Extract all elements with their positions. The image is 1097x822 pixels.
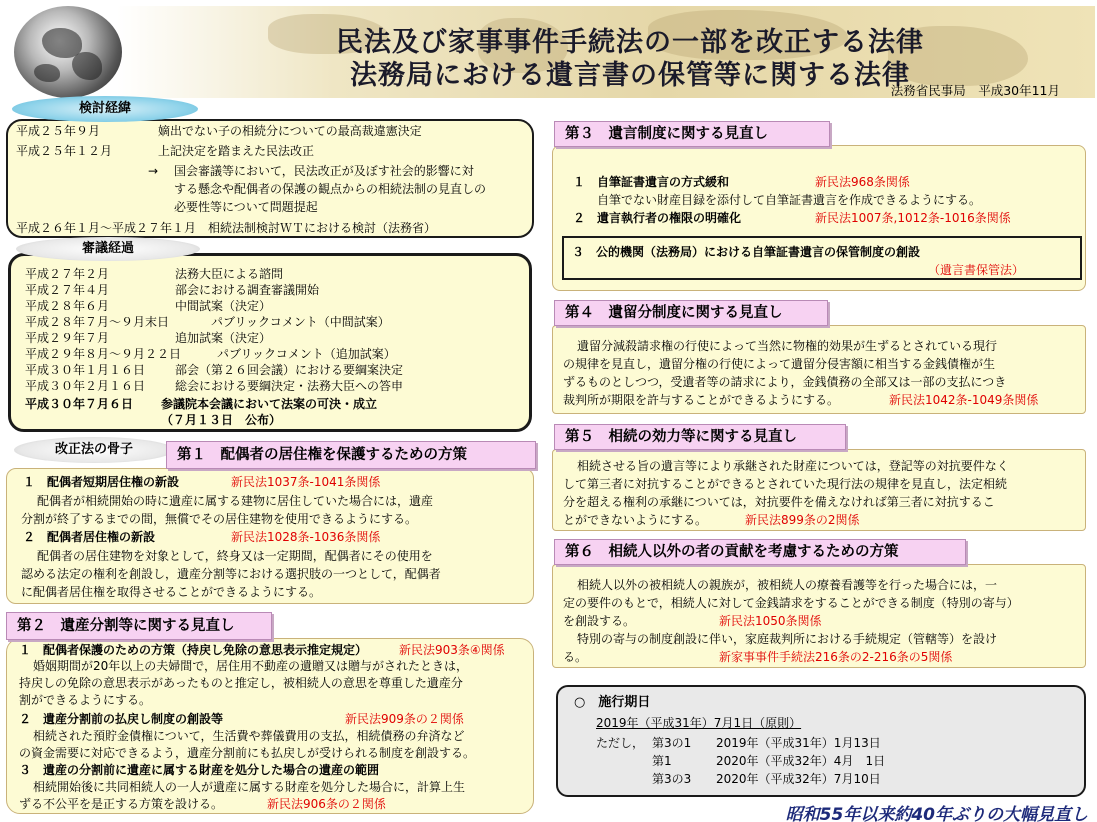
sec5-line: 分を超える権利の承継については，対抗要件を備えなければ第三者に対抗するこ	[563, 495, 995, 509]
kento-date: 平成２５年１２月	[16, 144, 113, 158]
sec2-item3-line: 相続開始後に共同相続人の一人が遺産に属する財産を処分した場合に，計算上生	[33, 780, 466, 794]
sec1-item2-title: ２ 配偶者居住権の新設	[23, 530, 156, 544]
sec2-item1-line: 割ができるようにする。	[19, 693, 152, 707]
sec2-item1-line: 婚姻期間が20年以上の夫婦間で，居住用不動産の遺贈又は贈与がされたときは，	[33, 659, 469, 673]
sec5-ref: 新民法899条の2関係	[745, 513, 860, 527]
kento-text: 嫡出でない子の相続分についての最高裁違憲決定	[158, 124, 422, 138]
sec3-title: 第３ 遺言制度に関する見直し	[554, 121, 830, 147]
kento-text: 国会審議等において，民法改正が及ぼす社会的影響に対	[174, 164, 474, 178]
sec2-item2-ref: 新民法909条の２関係	[345, 712, 464, 726]
arrow-icon: →	[148, 164, 159, 178]
shingi-date: 平成３０年７月６日	[25, 397, 134, 411]
sec6-line: る。	[563, 650, 588, 664]
shingi-date: 平成２９年７月	[25, 331, 110, 345]
sec1-title: 第１ 配偶者の居住権を保護するための方策	[166, 441, 536, 469]
sec3-item1-line: 自筆でない財産目録を添付して自筆証書遺言を作成できるようにする。	[597, 193, 982, 207]
shiko-date: 2019年（平成31年）1月13日	[716, 736, 881, 750]
sec3-item2-title: ２ 遺言執行者の権限の明確化	[573, 211, 742, 225]
sec3-item1-title: １ 自筆証書遺言の方式緩和	[573, 175, 730, 189]
shiko-item: 第3の3	[652, 772, 692, 786]
shingi-date: 平成２８年６月	[25, 299, 110, 313]
sec5-title: 第５ 相続の効力等に関する見直し	[554, 424, 846, 450]
shingi-text: 総会における要綱決定・法務大臣への答申	[175, 379, 404, 393]
shingi-date: 平成３０年２月１６日	[25, 379, 146, 393]
sec1-item1-title: １ 配偶者短期居住権の新設	[23, 475, 180, 489]
sec2-panel	[6, 638, 534, 814]
sec1-item1-ref: 新民法1037条-1041条関係	[231, 475, 381, 489]
kento-text: する懸念や配偶者の保護の観点からの相続法制の見直しの	[174, 182, 487, 196]
kento-box	[6, 119, 534, 238]
sec1-panel	[6, 468, 534, 604]
kento-date: 平成２５年９月	[16, 124, 101, 138]
sec6-ref2: 新家事事件手続法216条の2-216条の5関係	[719, 650, 953, 664]
shingi-text: 中間試案（決定）	[175, 299, 272, 313]
footer-note: 昭和55年以来約40年ぶりの大幅見直し	[785, 805, 1088, 822]
sec2-item1-ref: 新民法903条④関係	[399, 643, 505, 657]
shingi-text: 部会（第２６回会議）における要綱案決定	[175, 363, 404, 377]
shingi-text: 部会における調査審議開始	[175, 283, 320, 297]
kento-text: 平成２６年１月～平成２７年１月 相続法制検討ＷＴにおける検討（法務省）	[16, 221, 437, 235]
shiko-date: 2020年（平成32年）7月10日	[716, 772, 881, 786]
sec2-item2-line: 相続された預貯金債権について，生活費や葬儀費用の支払，相続債務の弁済など	[33, 729, 465, 743]
shingi-text: 追加試案（決定）	[175, 331, 272, 345]
sec4-title: 第４ 遺留分制度に関する見直し	[554, 300, 828, 326]
sec1-item2-line: 認める法定の権利を創設し，遺産分割等における選択肢の一つとして，配偶者	[21, 567, 441, 581]
shiko-prefix: ただし，	[596, 736, 645, 750]
shingi-label: 審議経過	[16, 237, 200, 261]
shingi-date: 平成２９年８月～９月２２日	[25, 347, 182, 361]
sec4-panel	[552, 325, 1086, 414]
kosshi-label: 改正法の骨子	[14, 437, 174, 463]
sec6-line: を創設する。	[563, 614, 636, 628]
sec1-item1-line: 配偶者が相続開始の時に遺産に属する建物に居住していた場合には，遺産	[37, 494, 434, 508]
sec5-line: して第三者に対抗することができるとされていた現行法の規律を見直し，法定相続	[563, 477, 1008, 491]
sec6-title: 第６ 相続人以外の者の貢献を考慮するための方策	[554, 539, 966, 565]
sec1-item2-line: に配偶者居住権を取得させることができるようにする。	[21, 585, 322, 599]
sec3-item3-box	[562, 236, 1082, 280]
sec2-item2-title: ２ 遺産分割前の払戻し制度の創設等	[19, 712, 224, 726]
sec4-line: 裁判所が期限を許与することができるようにする。	[563, 393, 840, 407]
sec2-item1-line: 持戻しの免除の意思表示があったものと推定し，被相続人の意思を尊重した遺産分	[19, 676, 463, 690]
shingi-text: パブリックコメント（中間試案）	[211, 315, 390, 329]
sec5-line: 相続させる旨の遺言等により承継された財産については，登記等の対抗要件なく	[577, 459, 1009, 473]
shingi-box	[8, 253, 532, 432]
shiko-box	[556, 685, 1086, 797]
sec6-line: 定の要件のもとで，相続人に対して金銭請求をすることができる制度（特別の寄与）	[563, 596, 1019, 610]
globe-image	[14, 6, 122, 98]
shingi-date: 平成２７年４月	[25, 283, 110, 297]
shiko-label: ○ 施行期日	[574, 695, 651, 710]
sec2-item3-ref: 新民法906条の２関係	[267, 797, 386, 811]
sec4-line: の規律を見直し，遺留分権の行使によって遺留分侵害額に相当する金銭債権が生	[563, 357, 996, 371]
sec2-title: 第２ 遺産分割等に関する見直し	[6, 612, 272, 640]
sec1-item2-line: 配偶者の居住建物を対象として，終身又は一定期間，配偶者にその使用を	[37, 549, 433, 563]
sec3-item3-title: ３ 公的機関（法務局）における自筆証書遺言の保管制度の創設	[572, 245, 921, 259]
sec4-ref: 新民法1042条-1049条関係	[889, 393, 1039, 407]
kento-text: 必要性等について問題提起	[174, 200, 318, 214]
sec3-item2-ref: 新民法1007条,1012条-1016条関係	[815, 211, 1011, 225]
sec3-item1-ref: 新民法968条関係	[815, 175, 910, 189]
page-title-line1: 民法及び家事事件手続法の一部を改正する法律	[336, 27, 924, 58]
shingi-text: パブリックコメント（追加試案）	[217, 347, 396, 361]
sec2-item3-title: ３ 遺産の分割前に遺産に属する財産を処分した場合の遺産の範囲	[19, 763, 380, 777]
shingi-text: 参議院本会議において法案の可決・成立	[161, 397, 378, 411]
sec5-line: とができないようにする。	[563, 513, 708, 527]
sec4-line: 遺留分減殺請求権の行使によって当然に物権的効果が生ずるとされている現行	[577, 339, 998, 353]
sec5-panel	[552, 449, 1086, 531]
shingi-date: 平成２８年７月～９月末日	[25, 315, 170, 329]
issuer-text: 法務省民事局 平成30年11月	[890, 83, 1060, 98]
sec6-panel	[552, 564, 1086, 668]
sec6-line: 相続人以外の被相続人の親族が，被相続人の療養看護等を行った場合には，一	[577, 578, 998, 592]
sec6-ref1: 新民法1050条関係	[719, 614, 822, 628]
sec3-item3-ref: （遺言書保管法）	[928, 263, 1025, 277]
sec1-item2-ref: 新民法1028条-1036条関係	[231, 530, 381, 544]
shingi-date: 平成３０年１月１６日	[25, 363, 146, 377]
kento-text: 上記決定を踏まえた民法改正	[158, 144, 315, 158]
shiko-item: 第3の1	[652, 736, 692, 750]
shingi-text: （７月１３日 公布）	[161, 413, 282, 427]
kento-label: 検討経緯	[12, 96, 198, 122]
shiko-item: 第1	[652, 754, 672, 768]
sec1-item1-line: 分割が終了するまでの間，無償でその居住建物を使用できるようにする。	[21, 512, 418, 526]
shingi-text: 法務大臣による諮問	[175, 267, 284, 281]
sec2-item2-line: の資金需要に対応できるよう，遺産分割前にも払戻しが受けられる制度を創設する。	[19, 746, 476, 760]
shiko-date: 2020年（平成32年）4月 1日	[716, 754, 886, 768]
page-title-line2: 法務局における遺言書の保管等に関する法律	[350, 60, 910, 91]
shiko-main: 2019年（平成31年）7月1日（原則）	[596, 716, 802, 730]
sec4-line: ずるものとしつつ，受遺者等の請求により，金銭債務の全部又は一部の支払につき	[563, 375, 1007, 389]
shingi-date: 平成２７年２月	[25, 267, 110, 281]
sec6-line: 特別の寄与の制度創設に伴い，家庭裁判所における手続規定（管轄等）を設け	[577, 632, 998, 646]
sec2-item1-title: １ 配偶者保護のための方策（持戻し免除の意思表示推定規定）	[19, 643, 368, 657]
sec2-item3-line: ずる不公平を是正する方策を設ける。	[19, 797, 224, 811]
